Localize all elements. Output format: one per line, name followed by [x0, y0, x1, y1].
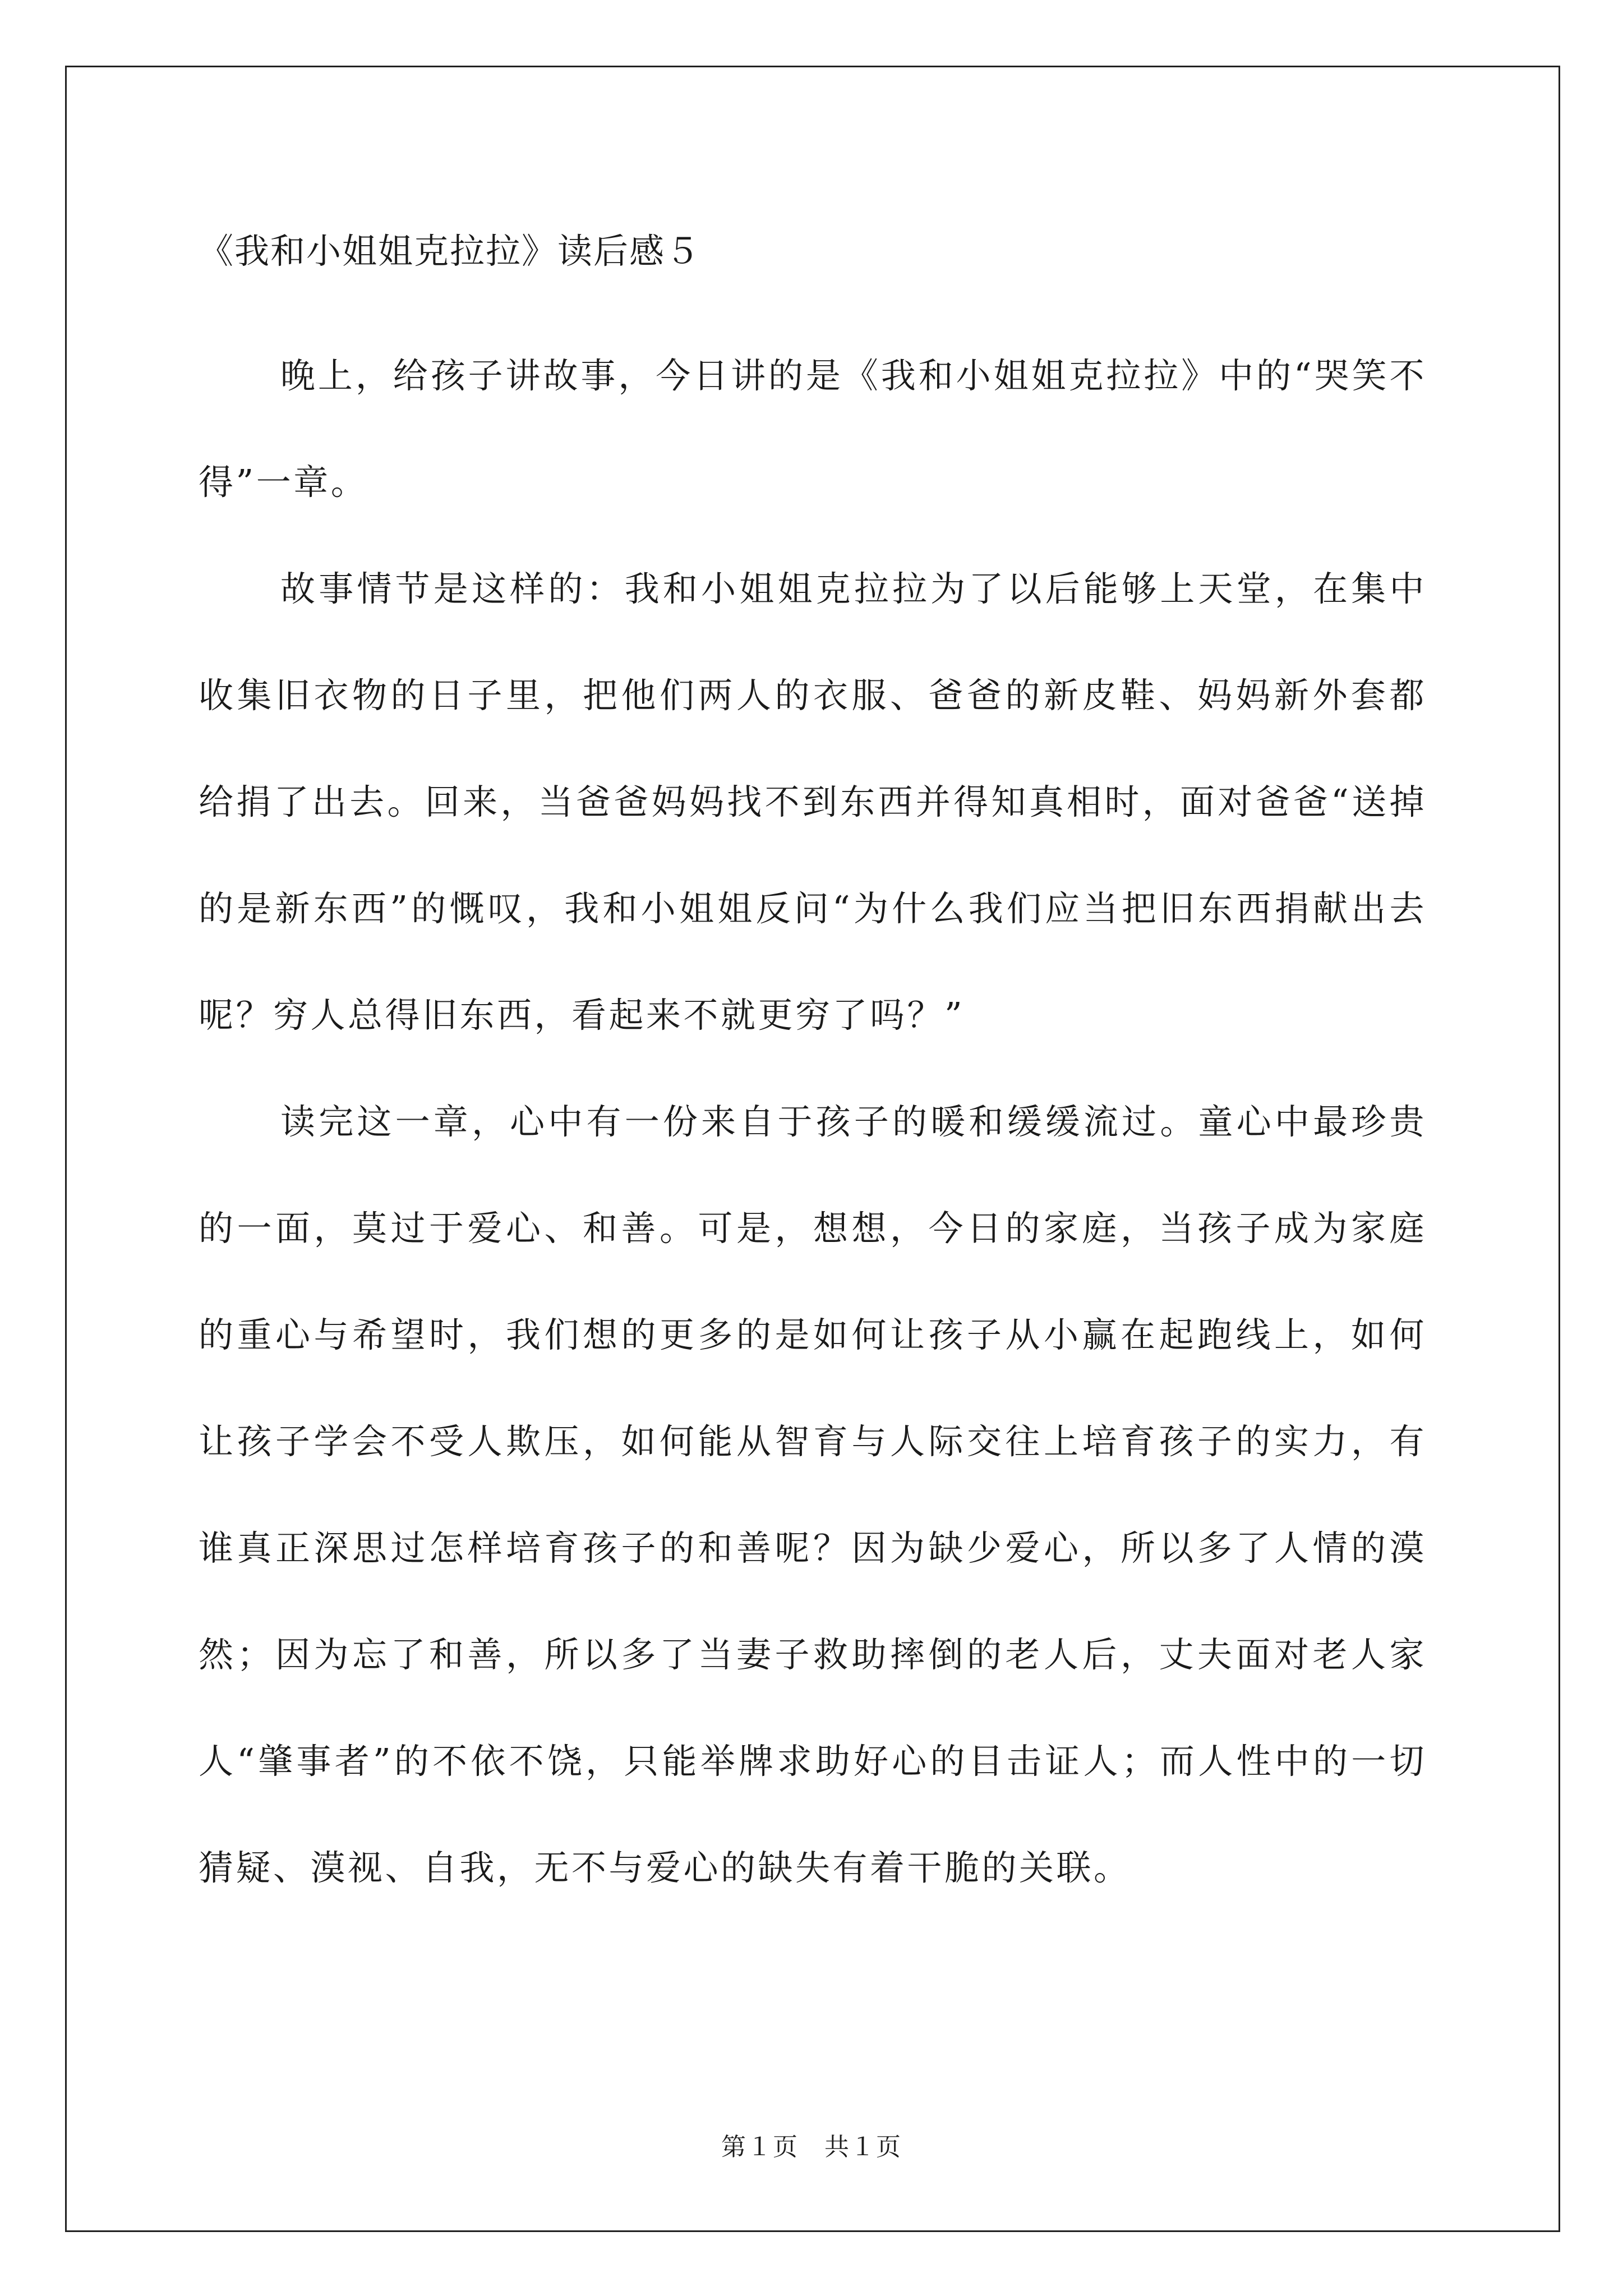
paragraph-1: 晚上，给孩子讲故事，今日讲的是《我和小姐姐克拉拉》中的“哭笑不得”一章。 [199, 355, 1427, 503]
document-title: 《我和小姐姐克拉拉》读后感５ [199, 231, 702, 272]
document-body [199, 323, 1427, 1921]
paragraph-2: 故事情节是这样的：我和小姐姐克拉拉为了以后能够上天堂，在集中收集旧衣物的日子里，把他们两人的衣服、爸爸的新皮鞋、妈妈新外套都给捐了出去。回来，当爸爸妈妈找不到东西并得知真相时，面对爸爸“送掉的是新东西”的慨叹，我和小姐姐反问“为什么我们应当把旧东西捐献出去呢？穷人总得旧东西，看起来不就更穷了吗？” [199, 568, 1427, 1036]
page-number-footer: 第１页 共１页 [721, 2133, 902, 2161]
paragraph-3: 读完这一章，心中有一份来自于孩子的暖和缓缓流过。童心中最珍贵的一面，莫过于爱心、和善。可是，想想，今日的家庭，当孩子成为家庭的重心与希望时，我们想的更多的是如何让孩子从小赢在起跑线上，如何让孩子学会不受人欺压，如何能从智育与人际交往上培育孩子的实力，有谁真正深思过怎样培育孩子的和善呢？因为缺少爱心，所以多了人情的漠然；因为忘了和善，所以多了当妻子救助摔倒的老人后，丈夫面对老人家人“肇事者”的不依不饶，只能举牌求助好心的目击证人；而人性中的一切猜疑、漠视、自我，无不与爱心的缺失有着干脆的关联。 [199, 1101, 1427, 1888]
